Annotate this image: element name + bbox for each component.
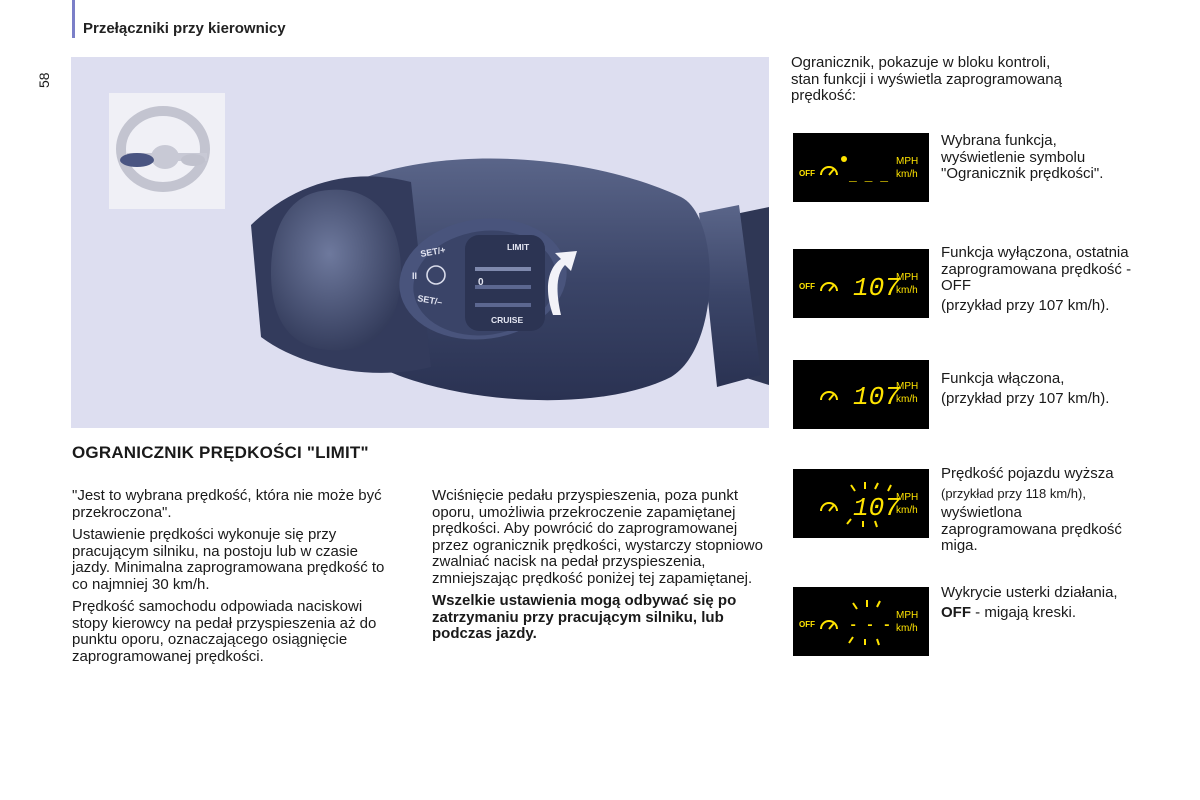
caption-off bbox=[941, 245, 1141, 317]
lcd-value: 107 bbox=[853, 273, 900, 303]
caption-selected bbox=[941, 133, 1141, 186]
caption-example: (przykład przy 107 km/h). bbox=[941, 296, 1110, 314]
lcd-unit-kmh: km/h bbox=[896, 285, 918, 296]
lcd-value: _ _ _ bbox=[849, 169, 889, 184]
lcd-unit-mph: MPH bbox=[896, 381, 919, 392]
caption-overspeed bbox=[941, 466, 1141, 558]
lcd-unit-kmh: km/h bbox=[896, 394, 918, 405]
lcd-display-selected bbox=[793, 133, 929, 202]
section-heading: OGRANICZNIK PRĘDKOŚCI "LIMIT" bbox=[72, 443, 369, 462]
lcd-display-on bbox=[793, 360, 929, 429]
lcd-unit-kmh: km/h bbox=[896, 169, 918, 180]
lcd-value: 107 bbox=[853, 493, 900, 523]
off-keyword: OFF bbox=[941, 603, 971, 621]
caption-text: Wybrana funkcja, wyświetlenie symbolu "Ogranicznik prędkości". bbox=[941, 132, 1104, 182]
caption-example: (przykład przy 107 km/h). bbox=[941, 389, 1110, 407]
caption-text: Funkcja wyłączona, ostatnia zaprogramowana prędkość - OFF bbox=[941, 244, 1132, 294]
lcd-off-label: OFF bbox=[799, 620, 815, 629]
lcd-unit-kmh: km/h bbox=[896, 505, 918, 516]
section-accent-bar bbox=[72, 0, 75, 38]
lcd-value: - - - bbox=[849, 618, 892, 634]
caption-on bbox=[941, 371, 1141, 410]
page-number: 58 bbox=[36, 72, 52, 88]
speed-paragraph: Prędkość samochodu odpowiada naciskowi stopy kierowcy na pedał przyspieszenia aż do punktu oporu, oznaczającego osiągnięcie zaprogramowanej prędkości. bbox=[72, 598, 377, 665]
caption-text: Funkcja włączona, bbox=[941, 370, 1065, 387]
lcd-unit-mph: MPH bbox=[896, 492, 919, 503]
caption-detail: wyświetlona zaprogramowana prędkość miga. bbox=[941, 504, 1122, 554]
caption-fault bbox=[941, 585, 1141, 624]
cruise-label: CRUISE bbox=[491, 315, 524, 325]
pause-label: II bbox=[412, 271, 418, 281]
caption-example: (przykład przy 118 km/h), bbox=[941, 485, 1086, 501]
lcd-display-overspeed bbox=[793, 469, 929, 538]
text-column-2 bbox=[432, 488, 772, 649]
speedometer-icon bbox=[821, 283, 837, 291]
set-plus-label: SET/+ bbox=[419, 244, 447, 259]
lcd-unit-kmh: km/h bbox=[896, 623, 918, 634]
lcd-off-label: OFF bbox=[799, 169, 815, 178]
stalk-illustration bbox=[71, 57, 769, 428]
limiter-intro: Ogranicznik, pokazuje w bloku kontroli, stan funkcji i wyświetla zaprogramowaną prędkość: bbox=[791, 54, 1062, 104]
lcd-unit-mph: MPH bbox=[896, 610, 919, 621]
caption-rest: - migają kreski. bbox=[971, 603, 1077, 621]
set-minus-label: SET/– bbox=[416, 293, 444, 308]
section-title: Przełączniki przy kierownicy bbox=[83, 20, 286, 37]
speedometer-icon bbox=[821, 392, 837, 400]
lcd-display-fault bbox=[793, 587, 929, 656]
setup-paragraph: Ustawienie prędkości wykonuje się przy pracującym silniku, na postoju lub w czasie jazdy. Minimalna zaprogramowana prędkość to co najmniej 30 km/h. bbox=[72, 526, 385, 593]
speedometer-icon bbox=[821, 503, 837, 511]
text-column-1 bbox=[72, 488, 392, 671]
limit-label: LIMIT bbox=[507, 242, 530, 252]
lcd-unit-mph: MPH bbox=[896, 272, 919, 283]
accelerator-paragraph: Wciśnięcie pedału przyspieszenia, poza punkt oporu, umożliwia przekroczenie zapamiętanej prędkości. Aby powrócić do zaprogramowanej przez ogranicznik prędkości, wystarczy stopniowo zwalniać nacisk na pedał przyspieszenia, zmniejszając prędkość poniżej tej zapamiętanej. bbox=[432, 487, 763, 587]
lcd-value: 107 bbox=[853, 382, 900, 412]
caption-detail bbox=[941, 605, 1141, 622]
caption-text: Wykrycie usterki działania, bbox=[941, 584, 1118, 601]
steering-wheel-thumbnail bbox=[109, 93, 225, 209]
lcd-unit-mph: MPH bbox=[896, 156, 919, 167]
quote-paragraph: "Jest to wybrana prędkość, która nie może być przekroczona". bbox=[72, 487, 382, 521]
settings-note: Wszelkie ustawienia mogą odbywać się po zatrzymaniu przy pracującym silniku, lub podczas jazdy. bbox=[432, 592, 737, 642]
speedometer-icon bbox=[821, 621, 837, 629]
stalk-drawing bbox=[71, 57, 769, 428]
caption-text: Prędkość pojazdu wyższa bbox=[941, 465, 1114, 482]
zero-label: 0 bbox=[478, 277, 484, 288]
lcd-off-label: OFF bbox=[799, 282, 815, 291]
speedometer-icon bbox=[821, 156, 847, 175]
lcd-display-off bbox=[793, 249, 929, 318]
